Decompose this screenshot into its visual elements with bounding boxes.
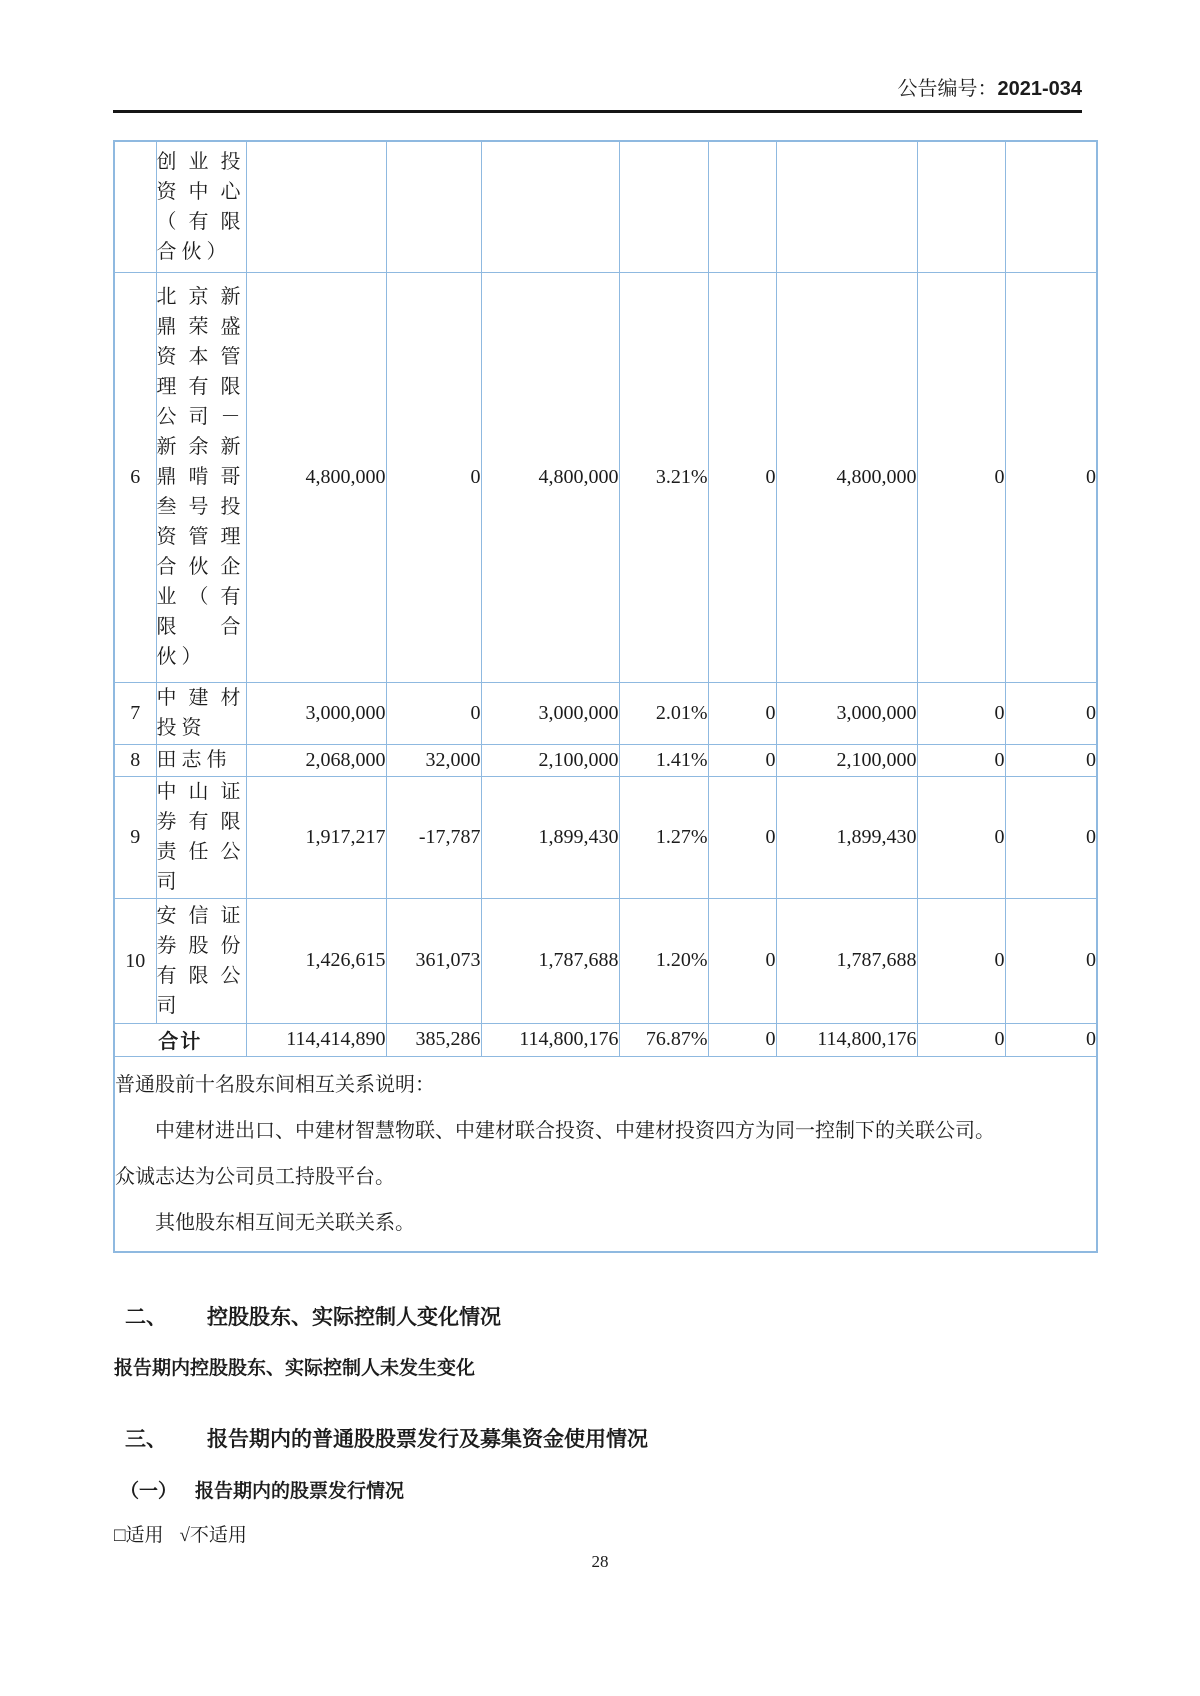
doc-number-value: 2021-034: [997, 78, 1082, 100]
section-heading-controlling-shareholder: [125, 1303, 1085, 1331]
relationship-note-title: 普通股前十名股东间相互关系说明：: [115, 1073, 435, 1096]
shares-unrestricted: 2,100,000: [776, 744, 917, 776]
shares-end: 4,800,000: [481, 272, 619, 682]
table-row: [114, 744, 1097, 776]
shares-percent: 1.41%: [619, 744, 708, 776]
shares-frozen: 0: [1005, 898, 1097, 1023]
total-shares-change: 385,286: [386, 1023, 481, 1056]
row-no: [114, 141, 156, 272]
shares-unrestricted: 4,800,000: [776, 272, 917, 682]
shares-begin: 1,426,615: [246, 898, 386, 1023]
table-row: [114, 682, 1097, 744]
table-row-total: [114, 1023, 1097, 1056]
shareholder-name: 安信证券股份有限公司: [156, 898, 246, 1023]
checkbox-not-applicable: √不适用: [179, 1525, 247, 1546]
shares-percent: 1.20%: [619, 898, 708, 1023]
shares-pledged: 0: [917, 272, 1005, 682]
total-shares-restricted: 0: [708, 1023, 776, 1056]
shares-frozen: 0: [1005, 744, 1097, 776]
doc-number-label: 公告编号：: [897, 78, 998, 100]
checkbox-applicable: □适用: [114, 1525, 164, 1546]
subsection-number: （一）: [120, 1481, 178, 1502]
table-row: [114, 776, 1097, 898]
shares-restricted: 0: [708, 744, 776, 776]
total-shares-pledged: 0: [917, 1023, 1005, 1056]
section-title: 报告期内的普通股股票发行及募集资金使用情况: [207, 1427, 648, 1451]
shares-restricted: 0: [708, 682, 776, 744]
shares-unrestricted: 1,899,430: [776, 776, 917, 898]
shareholders-table: [113, 140, 1098, 1253]
shares-unrestricted: 3,000,000: [776, 682, 917, 744]
shares-restricted: 0: [708, 898, 776, 1023]
total-shares-end: 114,800,176: [481, 1023, 619, 1056]
shareholder-name: 田志伟: [156, 744, 246, 776]
shares-unrestricted: 1,787,688: [776, 898, 917, 1023]
subsection-title: 报告期内的股票发行情况: [195, 1481, 405, 1502]
row-no: 10: [114, 898, 156, 1023]
shares-change: 361,073: [386, 898, 481, 1023]
total-shares-unrestricted: 114,800,176: [776, 1023, 917, 1056]
total-shares-frozen: 0: [1005, 1023, 1097, 1056]
shareholder-name: 中建材投资: [156, 682, 246, 744]
shares-restricted: 0: [708, 776, 776, 898]
row-no: 9: [114, 776, 156, 898]
relationship-note-line: 其他股东相互间无关联关系。: [155, 1211, 415, 1234]
shares-frozen: 0: [1005, 682, 1097, 744]
subsection-heading-share-issuance: [120, 1479, 1080, 1505]
shares-pledged: 0: [917, 776, 1005, 898]
shares-frozen: 0: [1005, 776, 1097, 898]
shares-change: 0: [386, 682, 481, 744]
relationship-note-line: 中建材进出口、中建材智慧物联、中建材联合投资、中建材投资四方为同一控制下的关联公司。: [155, 1119, 995, 1142]
shares-begin: 4,800,000: [246, 272, 386, 682]
table-row-notes: [114, 1056, 1097, 1252]
shares-pledged: 0: [917, 744, 1005, 776]
total-shares-percent: 76.87%: [619, 1023, 708, 1056]
total-label: 合计: [114, 1023, 246, 1056]
shares-frozen: 0: [1005, 272, 1097, 682]
shares-begin: 1,917,217: [246, 776, 386, 898]
applicability-line: [114, 1523, 1074, 1549]
page-number: 28: [591, 1552, 609, 1571]
section-body-no-change: 报告期内控股股东、实际控制人未发生变化: [114, 1358, 476, 1379]
shares-end: 1,787,688: [481, 898, 619, 1023]
table-row: [114, 272, 1097, 682]
shares-change: -17,787: [386, 776, 481, 898]
relationship-note-line: 众诚志达为公司员工持股平台。: [115, 1165, 395, 1188]
section-title: 控股股东、实际控制人变化情况: [207, 1305, 501, 1329]
section-number: 三、: [125, 1427, 167, 1451]
shares-percent: 1.27%: [619, 776, 708, 898]
shareholder-name: 创业投资中心（有限合伙）: [156, 141, 246, 272]
total-shares-begin: 114,414,890: [246, 1023, 386, 1056]
shares-change: 0: [386, 272, 481, 682]
shares-percent: 3.21%: [619, 272, 708, 682]
shares-percent: 2.01%: [619, 682, 708, 744]
shares-end: 1,899,430: [481, 776, 619, 898]
shares-pledged: 0: [917, 682, 1005, 744]
table-row-carryover: [114, 141, 1097, 272]
shareholder-name: 中山证券有限责任公司: [156, 776, 246, 898]
shares-begin: 3,000,000: [246, 682, 386, 744]
shares-begin: 2,068,000: [246, 744, 386, 776]
section-number: 二、: [125, 1305, 167, 1329]
shares-end: 3,000,000: [481, 682, 619, 744]
header-rule: [113, 110, 1082, 113]
row-no: 8: [114, 744, 156, 776]
shareholder-name: 北京新鼎荣盛资本管理有限公司－新余新鼎啃哥叁号投资管理合伙企业（有限合伙）: [156, 272, 246, 682]
doc-number: [113, 76, 1082, 102]
section-heading-share-issuance: [125, 1425, 1085, 1453]
shares-restricted: 0: [708, 272, 776, 682]
shares-pledged: 0: [917, 898, 1005, 1023]
shares-change: 32,000: [386, 744, 481, 776]
row-no: 6: [114, 272, 156, 682]
table-row: [114, 898, 1097, 1023]
shares-end: 2,100,000: [481, 744, 619, 776]
row-no: 7: [114, 682, 156, 744]
